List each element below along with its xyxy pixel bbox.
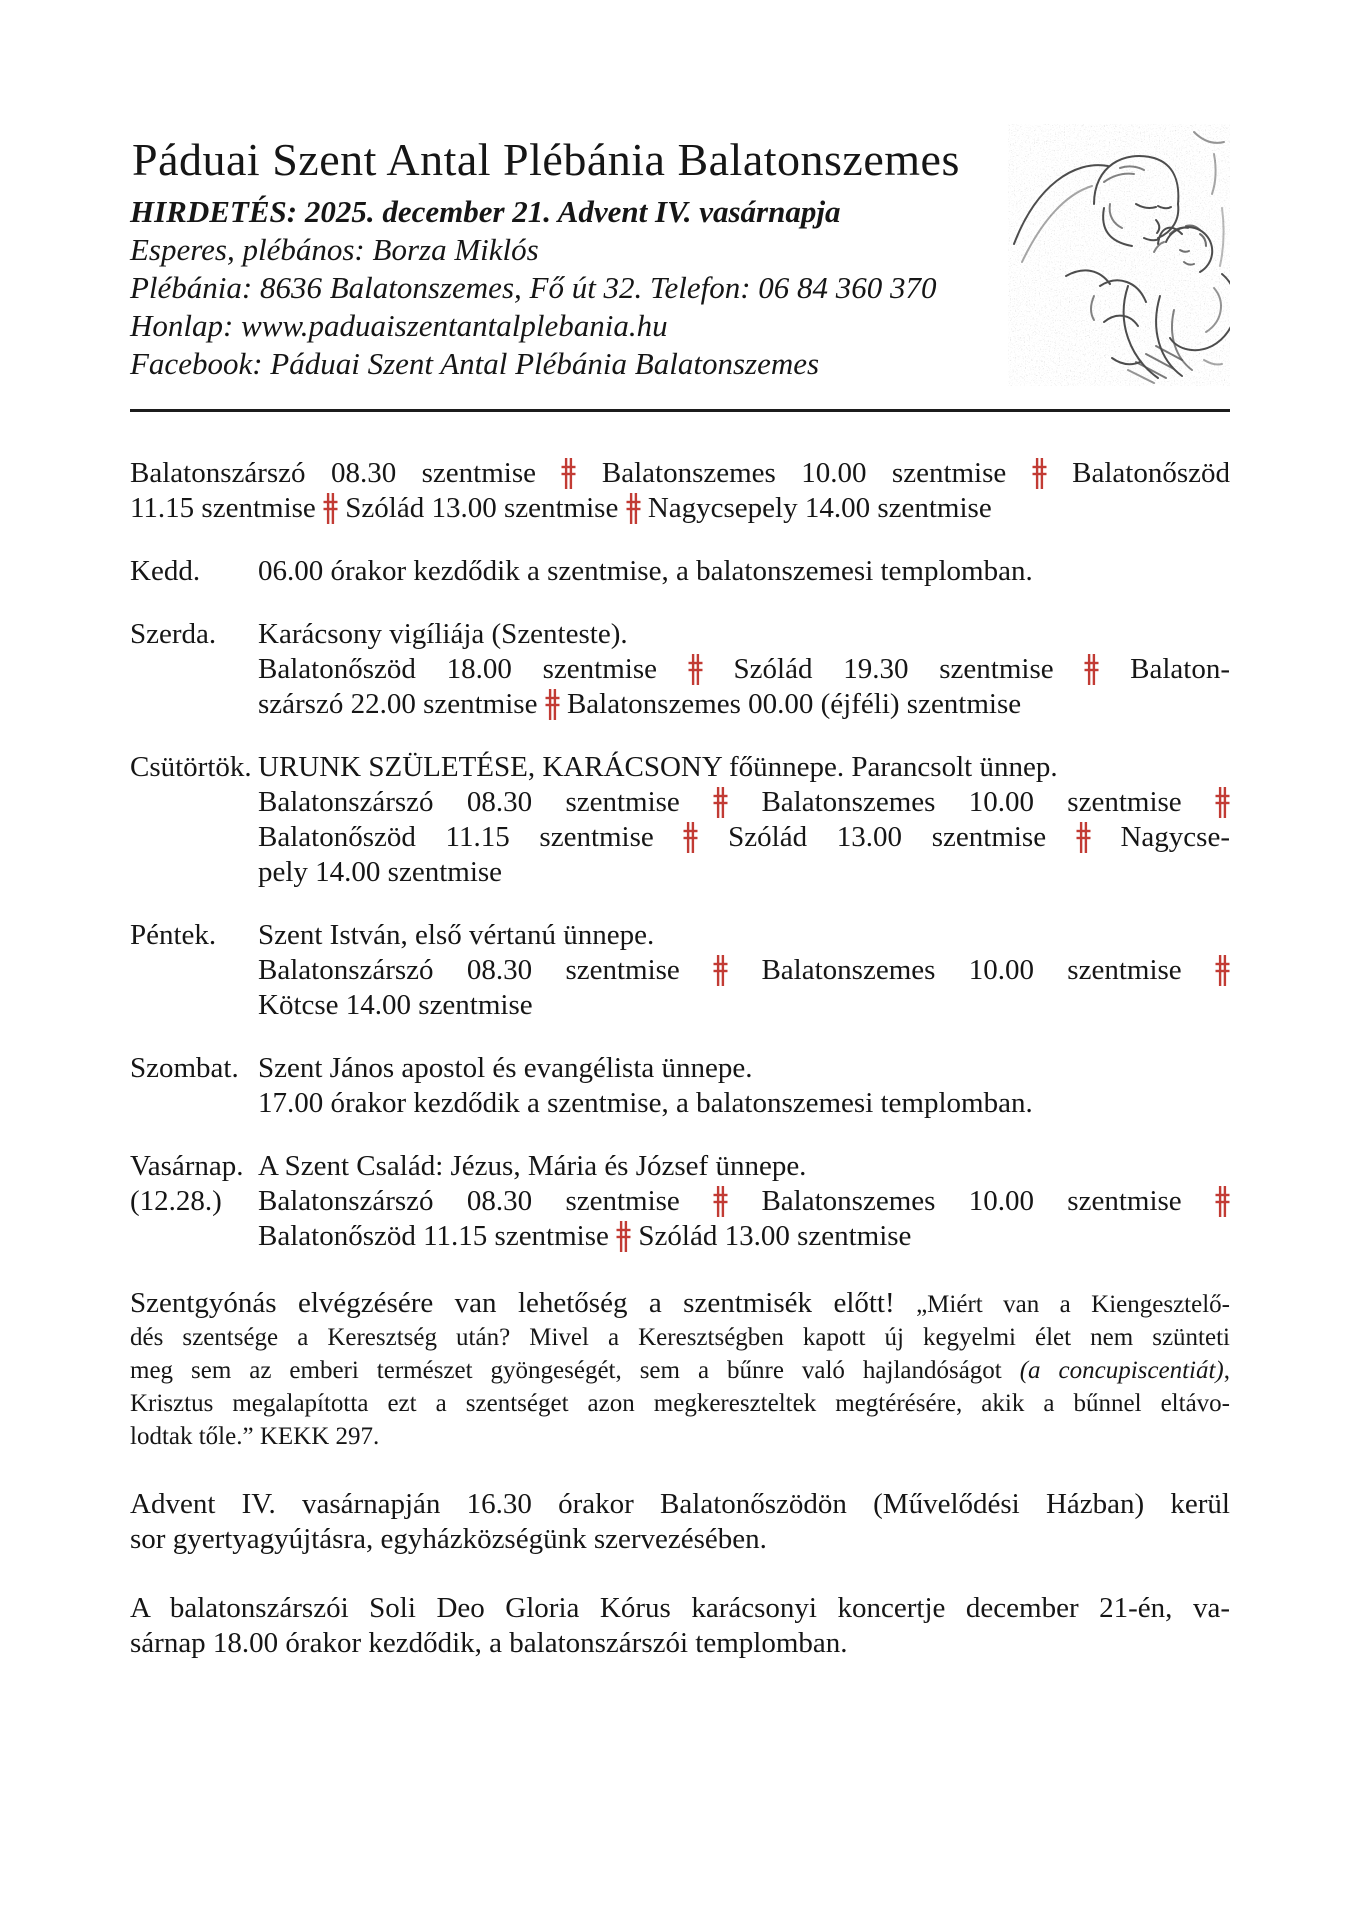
day-label: Szombat. — [130, 1052, 239, 1084]
schedule-line: 11.15 szentmise Szólád 13.00 szentmise Nagycsepely 14.00 szentmise — [130, 492, 992, 524]
double-cross-icon — [1084, 653, 1099, 686]
quote-line: Krisztus megalapította ezt a szentséget azon megkereszteltek megtérésére, akik a bűnnel eltávo- — [130, 1390, 1230, 1417]
advent-line: sor gyertyagyújtásra, egyházközségünk szervezésében. — [130, 1523, 767, 1555]
day-description — [258, 750, 1230, 890]
schedule-line: Balatonszárszó 08.30 szentmise Balatonszemes 10.00 szentmise — [258, 953, 1230, 988]
confession-lead: Szentgyónás elvégzésére van lehetőség a szentmisék előtt! — [130, 1287, 895, 1319]
schedule-line: 06.00 órakor kezdődik a szentmise, a balatonszemesi templomban. — [258, 555, 1033, 587]
schedule-line: 17.00 órakor kezdődik a szentmise, a balatonszemesi templomban. — [258, 1087, 1033, 1119]
double-cross-icon — [713, 786, 728, 819]
double-cross-icon — [713, 1185, 728, 1218]
quote-line — [130, 1354, 1230, 1387]
concert-paragraph — [130, 1591, 1230, 1661]
pastor-line: Esperes, plébános: Borza Miklós — [130, 232, 539, 267]
double-cross-icon — [713, 954, 728, 987]
document-content — [130, 0, 1230, 1661]
double-cross-icon — [323, 492, 338, 525]
schedule-line: pely 14.00 szentmise — [258, 856, 503, 888]
schedule-line: Kötcse 14.00 szentmise — [258, 989, 533, 1021]
header-divider — [130, 409, 1230, 412]
confession-paragraph — [130, 1286, 1230, 1453]
day-label-date: (12.28.) — [130, 1185, 222, 1217]
quote-text: , — [1223, 1357, 1230, 1384]
schedule-line: Balatonőszöd 11.15 szentmise Szólád 13.00 szentmise Nagycse- — [258, 821, 1230, 853]
concert-line: sárnap 18.00 órakor kezdődik, a balatonszárszói templomban. — [130, 1627, 848, 1659]
double-cross-icon — [1076, 821, 1091, 854]
schedule-line: Szent István, első vértanú ünnepe. — [258, 919, 655, 951]
advent-line: Advent IV. vasárnapján 16.30 órakor Balatonőszödön (Művelődési Házban) kerül — [130, 1488, 1230, 1520]
double-cross-icon — [1215, 1185, 1230, 1218]
announcement-heading: HIRDETÉS: 2025. december 21. Advent IV. vasárnapja — [130, 194, 841, 229]
day-label — [130, 1149, 258, 1254]
schedule-line: URUNK SZÜLETÉSE, KARÁCSONY főünnepe. Parancsolt ünnep. — [258, 751, 1058, 783]
weekday-row-kedd — [130, 554, 1230, 589]
double-cross-icon — [1032, 457, 1047, 490]
page-title: Páduai Szent Antal Plébánia Balatonszemes — [132, 134, 960, 185]
schedule-line: A Szent Család: Jézus, Mária és József ünnepe. — [258, 1150, 807, 1182]
day-description — [258, 617, 1230, 722]
day-description — [258, 1149, 1230, 1254]
schedule-line: Karácsony vigíliája (Szenteste). — [258, 618, 628, 650]
quote-text: meg sem az emberi természet gyöngeségét, sem a bűnre való hajlandóságot — [130, 1357, 1002, 1384]
double-cross-icon — [688, 653, 703, 686]
day-description — [258, 918, 1230, 1023]
weekday-row-szombat — [130, 1051, 1230, 1121]
schedule-line: szárszó 22.00 szentmise Balatonszemes 00.00 (éjféli) szentmise — [258, 688, 1022, 720]
website-line: Honlap: www.paduaiszentantalplebania.hu — [130, 308, 668, 343]
weekday-row-vasarnap — [130, 1149, 1230, 1254]
quote-latin-term: (a concupiscentiát) — [1019, 1357, 1224, 1384]
schedule-line: Balatonszárszó 08.30 szentmise Balatonszemes 10.00 szentmise Balatonőszöd — [130, 457, 1230, 489]
concert-line: A balatonszárszói Soli Deo Gloria Kórus karácsonyi koncertje december 21-én, va- — [130, 1592, 1230, 1624]
schedule-line: Balatonszárszó 08.30 szentmise Balatonszemes 10.00 szentmise — [258, 1184, 1230, 1219]
double-cross-icon — [545, 688, 560, 721]
double-cross-icon — [1215, 954, 1230, 987]
schedule-line: Balatonszárszó 08.30 szentmise Balatonszemes 10.00 szentmise — [258, 785, 1230, 820]
day-label-text: Vasárnap. — [130, 1150, 244, 1182]
weekday-row-szerda — [130, 617, 1230, 722]
day-label: Csütörtök. — [130, 751, 252, 783]
schedule-line: Balatonőszöd 11.15 szentmise Szólád 13.00 szentmise — [258, 1220, 912, 1252]
day-label: Kedd. — [130, 555, 201, 587]
schedule-line: Balatonőszöd 18.00 szentmise Szólád 19.30 szentmise Balaton- — [258, 653, 1230, 685]
quote-line: dés szentsége a Keresztség után? Mivel a Keresztségben kapott új kegyelmi élet nem szünteti — [130, 1324, 1230, 1351]
double-cross-icon — [616, 1220, 631, 1253]
day-label: Szerda. — [130, 618, 217, 650]
quote-start: „Miért van a Kiengesztelő- — [916, 1291, 1230, 1318]
double-cross-icon — [1215, 786, 1230, 819]
schedule-line: Szent János apostol és evangélista ünnepe. — [258, 1052, 753, 1084]
day-description — [258, 554, 1230, 589]
sunday-mass-schedule — [130, 456, 1230, 526]
double-cross-icon — [683, 821, 698, 854]
double-cross-icon — [626, 492, 641, 525]
confession-line — [130, 1286, 1230, 1321]
weekday-row-pentek — [130, 918, 1230, 1023]
quote-line: lodtak tőle.” KEKK 297. — [130, 1423, 380, 1450]
double-cross-icon — [561, 457, 576, 490]
address-line: Plébánia: 8636 Balatonszemes, Fő út 32. Telefon: 06 84 360 370 — [130, 270, 937, 305]
day-description — [258, 1051, 1230, 1121]
weekday-row-csutortok — [130, 750, 1230, 890]
facebook-line: Facebook: Páduai Szent Antal Plébánia Balatonszemes — [130, 346, 820, 381]
day-label: Péntek. — [130, 919, 217, 951]
advent-paragraph — [130, 1487, 1230, 1557]
